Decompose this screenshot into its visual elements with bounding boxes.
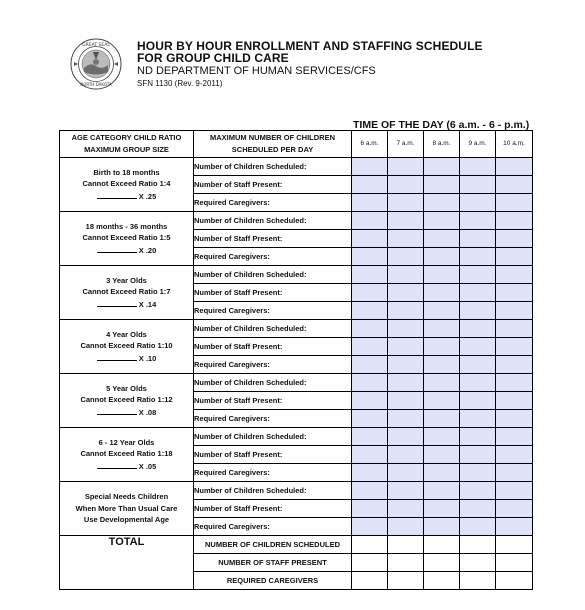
required-caregivers-label: Required Caregivers:: [194, 518, 352, 536]
entry-cell[interactable]: [424, 212, 460, 230]
form-header: [137, 40, 483, 89]
entry-cell[interactable]: [388, 338, 424, 356]
entry-cell[interactable]: [388, 374, 424, 392]
entry-cell[interactable]: [352, 464, 388, 482]
staff-present-label: Number of Staff Present:: [194, 284, 352, 302]
entry-cell[interactable]: [496, 410, 533, 428]
entry-cell[interactable]: [424, 248, 460, 266]
age-category-cell: [60, 266, 194, 320]
entry-cell[interactable]: [460, 230, 496, 248]
entry-cell[interactable]: [460, 284, 496, 302]
entry-cell[interactable]: [496, 284, 533, 302]
entry-cell[interactable]: [352, 284, 388, 302]
entry-cell[interactable]: [424, 266, 460, 284]
total-staff-present-label: NUMBER OF STAFF PRESENT: [194, 554, 352, 572]
total-label: TOTAL: [60, 536, 194, 590]
entry-cell[interactable]: [424, 446, 460, 464]
staff-present-label: Number of Staff Present:: [194, 500, 352, 518]
total-row-scheduled: [60, 536, 533, 554]
max-group-blank[interactable]: [97, 190, 137, 199]
schedule-table: [59, 130, 533, 590]
entry-cell[interactable]: [388, 194, 424, 212]
children-scheduled-label: Number of Children Scheduled:: [194, 482, 352, 500]
age-range: 5 Year Olds: [106, 383, 147, 393]
required-caregivers-label: Required Caregivers:: [194, 464, 352, 482]
age-range: Birth to 18 months: [93, 167, 160, 177]
entry-cell[interactable]: [496, 482, 533, 500]
age-header-line1: AGE CATEGORY CHILD RATIO: [71, 133, 182, 142]
age-ratio: Cannot Exceed Ratio 1:7: [82, 287, 171, 297]
entry-cell[interactable]: [424, 392, 460, 410]
entry-cell[interactable]: [460, 356, 496, 374]
entry-cell[interactable]: [496, 338, 533, 356]
entry-cell[interactable]: [352, 266, 388, 284]
required-caregivers-label: Required Caregivers:: [194, 410, 352, 428]
max-group-blank[interactable]: [97, 460, 137, 469]
entry-cell[interactable]: [460, 410, 496, 428]
entry-cell[interactable]: [388, 320, 424, 338]
entry-cell[interactable]: [460, 518, 496, 536]
entry-cell[interactable]: [496, 392, 533, 410]
entry-cell[interactable]: [352, 158, 388, 176]
required-caregivers-label: Required Caregivers:: [194, 356, 352, 374]
max-children-header: [194, 131, 352, 158]
staff-present-label: Number of Staff Present:: [194, 446, 352, 464]
entry-cell[interactable]: [352, 176, 388, 194]
entry-cell[interactable]: [496, 464, 533, 482]
entry-cell[interactable]: [352, 212, 388, 230]
entry-cell[interactable]: [424, 158, 460, 176]
total-entry-cell[interactable]: [388, 572, 424, 590]
special-needs-line1: Special Needs Children: [84, 492, 169, 502]
form-title-line1: HOUR BY HOUR ENROLLMENT AND STAFFING SCHEDULE: [137, 39, 483, 53]
entry-cell[interactable]: [352, 374, 388, 392]
age-ratio: Cannot Exceed Ratio 1:5: [82, 233, 171, 243]
hour-header-8am: 8 a.m.: [424, 131, 460, 158]
entry-cell[interactable]: [460, 482, 496, 500]
entry-cell[interactable]: [424, 482, 460, 500]
ratio-factor-line: [60, 298, 193, 311]
age-category-header: [60, 131, 194, 158]
entry-cell[interactable]: [388, 266, 424, 284]
age-range: 4 Year Olds: [106, 329, 147, 339]
entry-cell[interactable]: [352, 482, 388, 500]
age-header-line2: MAXIMUM GROUP SIZE: [84, 145, 169, 154]
entry-cell[interactable]: [424, 410, 460, 428]
entry-cell[interactable]: [388, 176, 424, 194]
entry-cell[interactable]: [460, 248, 496, 266]
entry-cell[interactable]: [352, 230, 388, 248]
entry-cell[interactable]: [352, 302, 388, 320]
entry-cell[interactable]: [460, 194, 496, 212]
children-scheduled-label: Number of Children Scheduled:: [194, 428, 352, 446]
children-scheduled-label: Number of Children Scheduled:: [194, 320, 352, 338]
staff-present-label: Number of Staff Present:: [194, 176, 352, 194]
ratio-factor-line: [60, 406, 193, 419]
age-ratio: Cannot Exceed Ratio 1:4: [82, 179, 171, 189]
max-header-line2: SCHEDULED PER DAY: [231, 145, 314, 154]
max-group-blank[interactable]: [97, 406, 137, 415]
entry-cell[interactable]: [388, 212, 424, 230]
group-row-scheduled: [60, 158, 533, 176]
entry-cell[interactable]: [388, 248, 424, 266]
ratio-factor-line: [60, 460, 193, 473]
age-ratio: Cannot Exceed Ratio 1:12: [80, 395, 173, 405]
entry-cell[interactable]: [460, 266, 496, 284]
age-category-cell: [60, 320, 194, 374]
entry-cell[interactable]: [424, 194, 460, 212]
entry-cell[interactable]: [388, 356, 424, 374]
entry-cell[interactable]: [496, 374, 533, 392]
age-category-cell: [60, 428, 194, 482]
entry-cell[interactable]: [460, 212, 496, 230]
entry-cell[interactable]: [460, 464, 496, 482]
max-header-line1: MAXIMUM NUMBER OF CHILDREN: [210, 133, 335, 142]
age-range: 3 Year Olds: [106, 275, 147, 285]
entry-cell[interactable]: [496, 158, 533, 176]
total-entry-cell[interactable]: [352, 536, 388, 554]
entry-cell[interactable]: [496, 428, 533, 446]
entry-cell[interactable]: [496, 302, 533, 320]
total-required-caregivers-label: REQUIRED CAREGIVERS: [194, 572, 352, 590]
age-category-cell: [60, 212, 194, 266]
age-category-cell: [60, 374, 194, 428]
children-scheduled-label: Number of Children Scheduled:: [194, 374, 352, 392]
entry-cell[interactable]: [388, 392, 424, 410]
special-needs-line2: When More Than Usual Care: [75, 503, 178, 513]
entry-cell[interactable]: [460, 374, 496, 392]
entry-cell[interactable]: [496, 212, 533, 230]
entry-cell[interactable]: [352, 410, 388, 428]
entry-cell[interactable]: [352, 500, 388, 518]
required-caregivers-label: Required Caregivers:: [194, 302, 352, 320]
total-entry-cell[interactable]: [460, 572, 496, 590]
entry-cell[interactable]: [424, 338, 460, 356]
group-row-scheduled: [60, 266, 533, 284]
entry-cell[interactable]: [496, 518, 533, 536]
entry-cell[interactable]: [460, 338, 496, 356]
ratio-factor: X .10: [138, 353, 157, 363]
svg-text:NORTH DAKOTA: NORTH DAKOTA: [80, 82, 112, 87]
entry-cell[interactable]: [388, 284, 424, 302]
entry-cell[interactable]: [460, 392, 496, 410]
total-entry-cell[interactable]: [424, 554, 460, 572]
entry-cell[interactable]: [352, 446, 388, 464]
ratio-factor: X .14: [138, 299, 157, 309]
entry-cell[interactable]: [424, 176, 460, 194]
entry-cell[interactable]: [388, 482, 424, 500]
total-entry-cell[interactable]: [460, 536, 496, 554]
ratio-factor: X .25: [138, 191, 157, 201]
ratio-factor-line: [60, 244, 193, 257]
total-entry-cell[interactable]: [496, 536, 533, 554]
special-needs-line3: Use Developmental Age: [83, 515, 170, 525]
total-children-scheduled-label: NUMBER OF CHILDREN SCHEDULED: [194, 536, 352, 554]
max-group-blank[interactable]: [97, 244, 137, 253]
entry-cell[interactable]: [424, 302, 460, 320]
header-row: [60, 131, 533, 158]
entry-cell[interactable]: [496, 230, 533, 248]
entry-cell[interactable]: [424, 518, 460, 536]
hour-header-7am: 7 a.m.: [388, 131, 424, 158]
entry-cell[interactable]: [424, 320, 460, 338]
staff-present-label: Number of Staff Present:: [194, 230, 352, 248]
time-of-day-heading: TIME OF THE DAY (6 a.m. - 6 - p.m.): [353, 119, 530, 131]
entry-cell[interactable]: [424, 374, 460, 392]
entry-cell[interactable]: [424, 284, 460, 302]
entry-cell[interactable]: [388, 464, 424, 482]
children-scheduled-label: Number of Children Scheduled:: [194, 266, 352, 284]
entry-cell[interactable]: [352, 356, 388, 374]
age-ratio: Cannot Exceed Ratio 1:10: [80, 341, 173, 351]
entry-cell[interactable]: [460, 176, 496, 194]
entry-cell[interactable]: [496, 356, 533, 374]
entry-cell[interactable]: [388, 518, 424, 536]
form-title-line2: FOR GROUP CHILD CARE: [137, 51, 289, 65]
total-entry-cell[interactable]: [424, 572, 460, 590]
special-needs-cell: [60, 482, 194, 536]
entry-cell[interactable]: [388, 302, 424, 320]
total-entry-cell[interactable]: [352, 554, 388, 572]
entry-cell[interactable]: [352, 194, 388, 212]
entry-cell[interactable]: [388, 446, 424, 464]
required-caregivers-label: Required Caregivers:: [194, 248, 352, 266]
entry-cell[interactable]: [460, 320, 496, 338]
entry-cell[interactable]: [352, 320, 388, 338]
entry-cell[interactable]: [352, 248, 388, 266]
entry-cell[interactable]: [496, 194, 533, 212]
entry-cell[interactable]: [388, 410, 424, 428]
hour-header-10am: 10 a.m.: [496, 131, 533, 158]
form-number: SFN 1130 (Rev. 9-2011): [137, 79, 223, 88]
entry-cell[interactable]: [496, 500, 533, 518]
department-name: ND DEPARTMENT OF HUMAN SERVICES/CFS: [137, 65, 376, 77]
total-entry-cell[interactable]: [424, 536, 460, 554]
entry-cell[interactable]: [424, 428, 460, 446]
entry-cell[interactable]: [460, 428, 496, 446]
svg-text:GREAT SEAL: GREAT SEAL: [82, 43, 110, 48]
children-scheduled-label: Number of Children Scheduled:: [194, 212, 352, 230]
entry-cell[interactable]: [460, 302, 496, 320]
ratio-factor: X .20: [138, 245, 157, 255]
ratio-factor-line: [60, 190, 193, 203]
entry-cell[interactable]: [460, 446, 496, 464]
entry-cell[interactable]: [496, 176, 533, 194]
group-row-scheduled: [60, 212, 533, 230]
entry-cell[interactable]: [352, 518, 388, 536]
entry-cell[interactable]: [424, 500, 460, 518]
entry-cell[interactable]: [496, 320, 533, 338]
ratio-factor-line: [60, 352, 193, 365]
hour-header-9am: 9 a.m.: [460, 131, 496, 158]
entry-cell[interactable]: [424, 230, 460, 248]
hour-header-6am: 6 a.m.: [352, 131, 388, 158]
group-row-scheduled: [60, 482, 533, 500]
age-ratio: Cannot Exceed Ratio 1:18: [80, 449, 173, 459]
entry-cell[interactable]: [388, 428, 424, 446]
required-caregivers-label: Required Caregivers:: [194, 194, 352, 212]
ratio-factor: X .05: [138, 461, 157, 471]
staff-present-label: Number of Staff Present:: [194, 338, 352, 356]
total-entry-cell[interactable]: [496, 554, 533, 572]
entry-cell[interactable]: [460, 158, 496, 176]
entry-cell[interactable]: [388, 158, 424, 176]
entry-cell[interactable]: [352, 392, 388, 410]
max-group-blank[interactable]: [97, 298, 137, 307]
entry-cell[interactable]: [424, 356, 460, 374]
state-seal-icon: [70, 38, 122, 90]
entry-cell[interactable]: [424, 464, 460, 482]
staff-present-label: Number of Staff Present:: [194, 392, 352, 410]
entry-cell[interactable]: [388, 500, 424, 518]
age-range: 18 months - 36 months: [85, 221, 168, 231]
entry-cell[interactable]: [496, 248, 533, 266]
max-group-blank[interactable]: [97, 352, 137, 361]
total-entry-cell[interactable]: [460, 554, 496, 572]
total-entry-cell[interactable]: [352, 572, 388, 590]
total-entry-cell[interactable]: [388, 554, 424, 572]
age-range: 6 - 12 Year Olds: [98, 437, 155, 447]
ratio-factor: X .08: [138, 407, 157, 417]
age-category-cell: [60, 158, 194, 212]
entry-cell[interactable]: [352, 338, 388, 356]
entry-cell[interactable]: [496, 266, 533, 284]
entry-cell[interactable]: [388, 230, 424, 248]
entry-cell[interactable]: [352, 428, 388, 446]
entry-cell[interactable]: [496, 446, 533, 464]
entry-cell[interactable]: [460, 500, 496, 518]
total-entry-cell[interactable]: [496, 572, 533, 590]
children-scheduled-label: Number of Children Scheduled:: [194, 158, 352, 176]
group-row-scheduled: [60, 374, 533, 392]
group-row-scheduled: [60, 428, 533, 446]
group-row-scheduled: [60, 320, 533, 338]
total-entry-cell[interactable]: [388, 536, 424, 554]
